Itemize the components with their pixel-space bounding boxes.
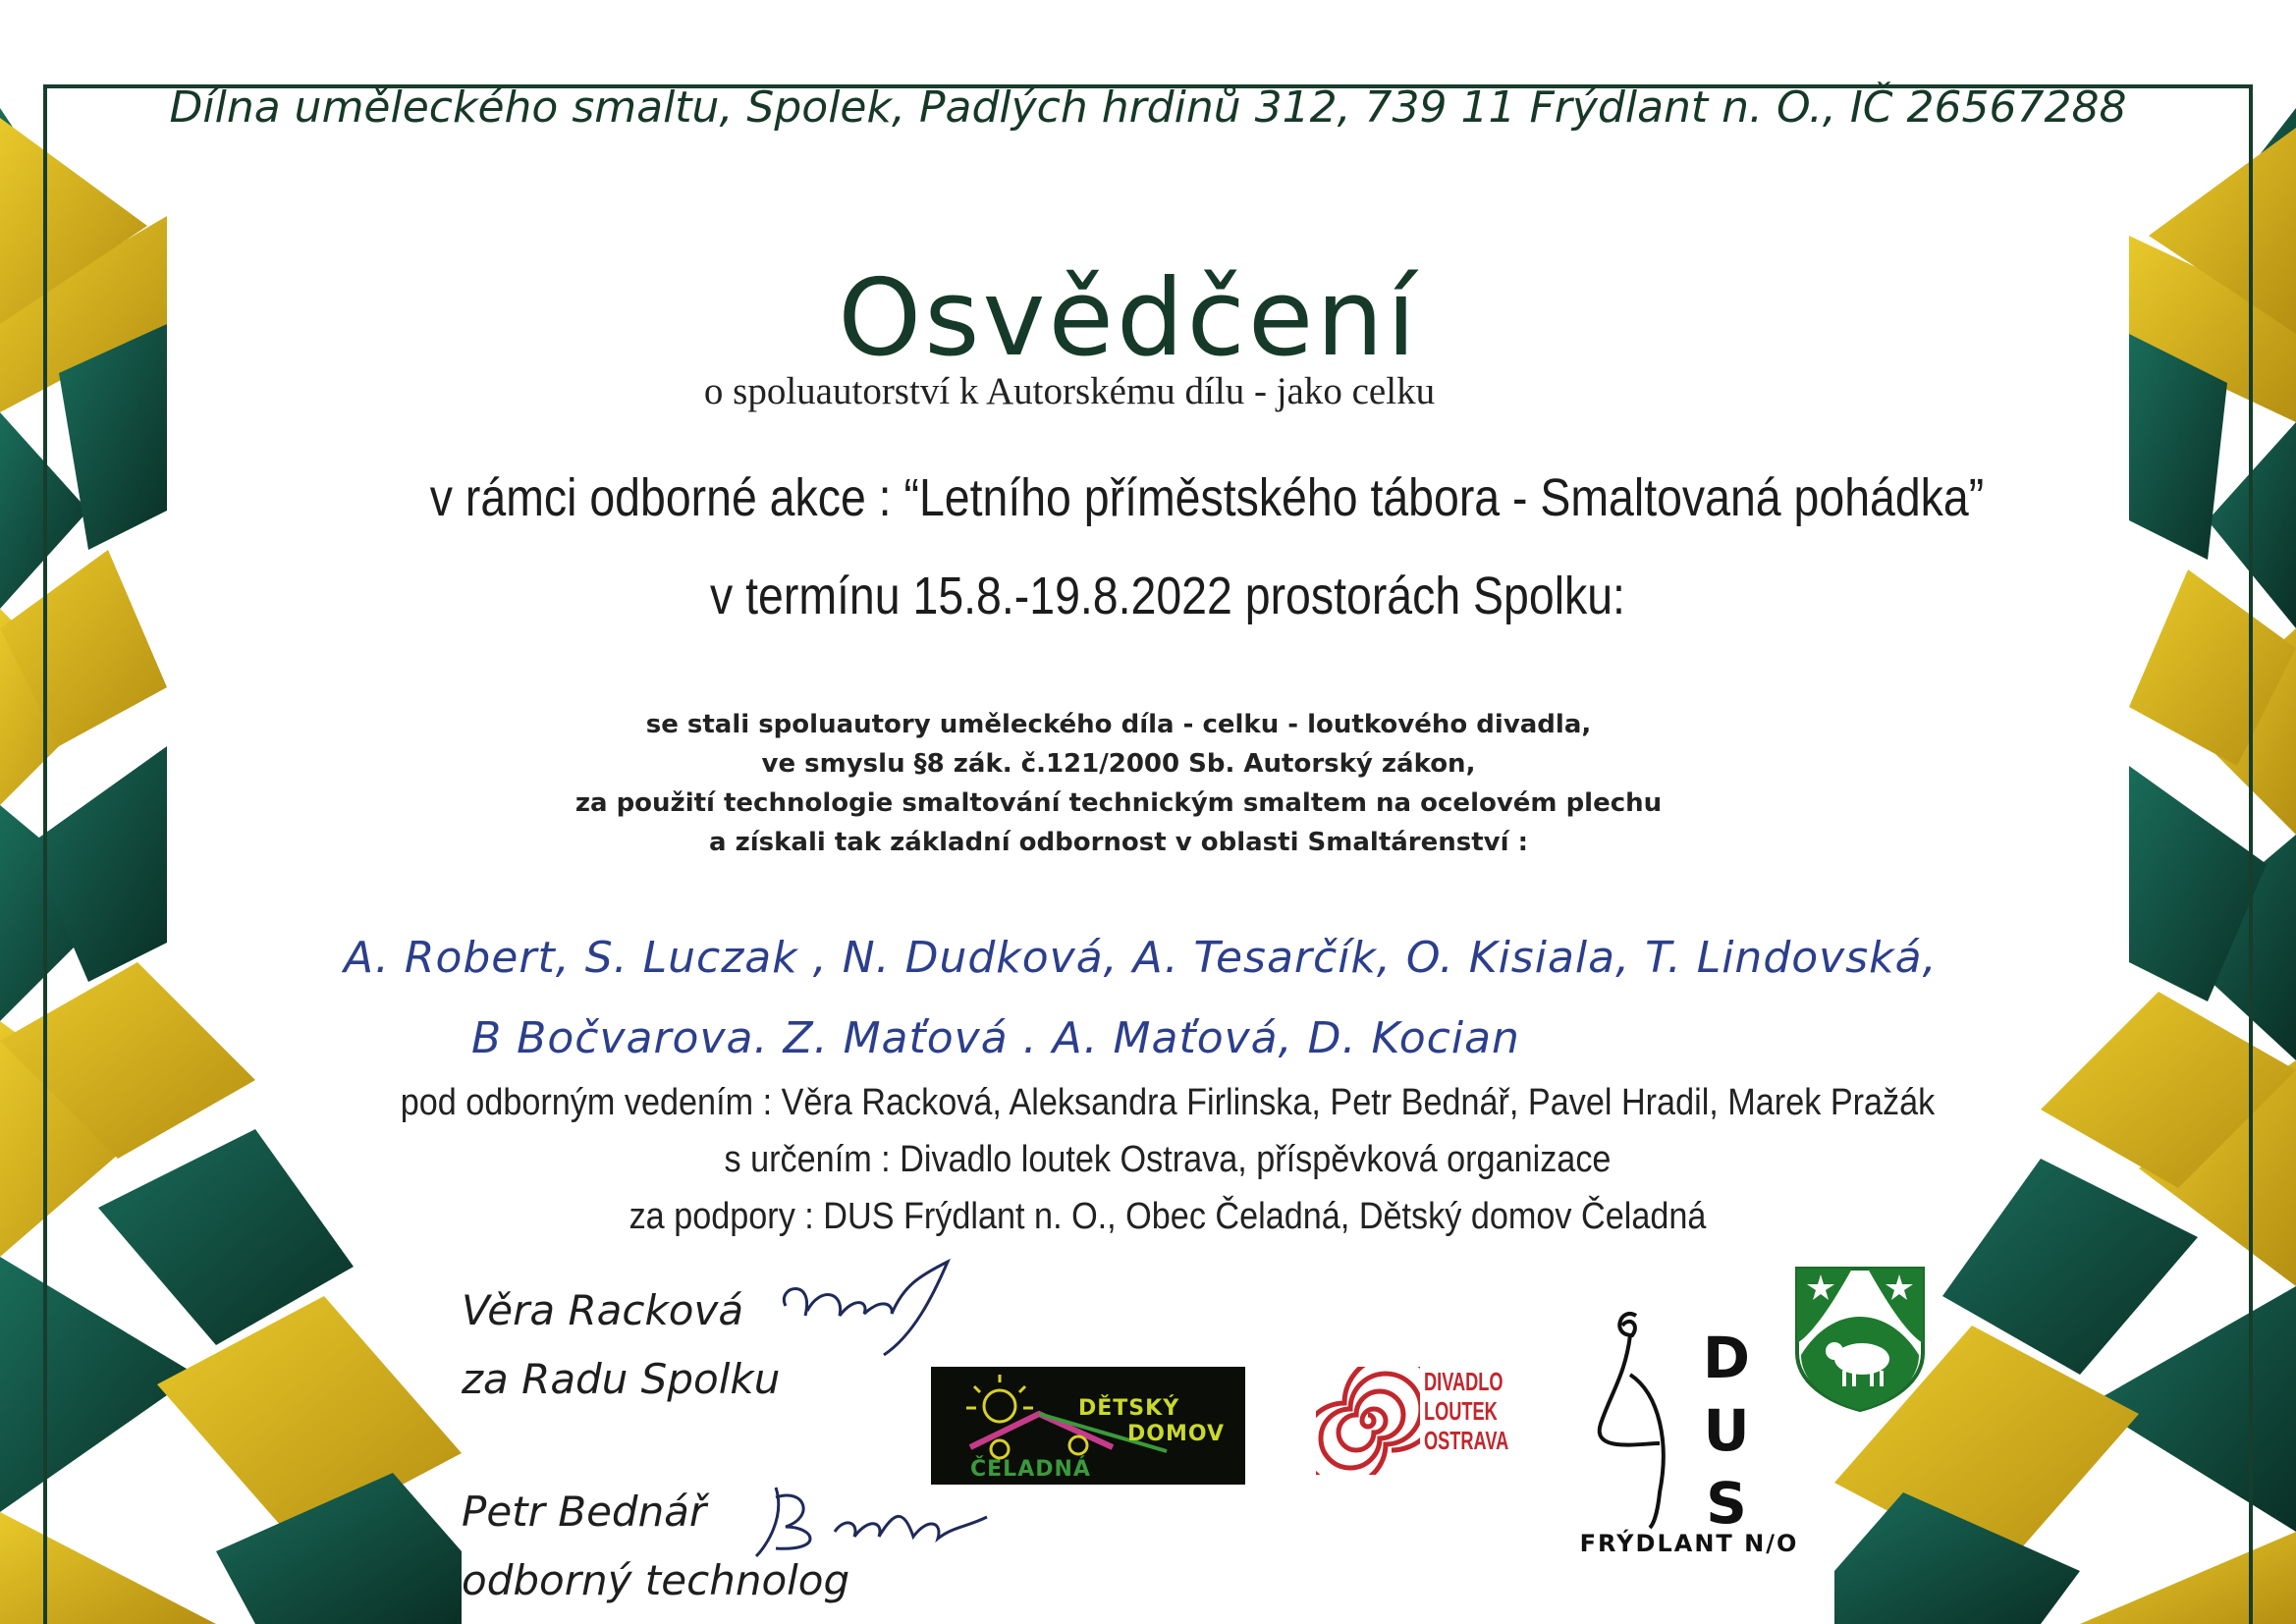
dus-letter: D — [1702, 1325, 1751, 1391]
logo-text — [1424, 1367, 1508, 1455]
signatory-1-name: Věra Racková — [462, 1286, 744, 1334]
participants-line-2: B Bočvarova. Z. Maťová . A. Maťová, D. Kocian — [471, 1013, 1520, 1063]
logo-text-line: LOUTEK — [1424, 1396, 1498, 1426]
logo-text-line: DIVADLO — [1424, 1367, 1503, 1396]
sheep-shield-icon — [1793, 1265, 1927, 1412]
logo-text: DĚTSKÝ — [1078, 1396, 1180, 1421]
issuer-address: Dílna uměleckého smaltu, Spolek, Padlých hrdinů 312, 739 11 Frýdlant n. O., IČ 26567288 — [169, 82, 2127, 133]
signatory-2-name: Petr Bednář — [462, 1488, 707, 1536]
purpose-line: s určením : Divadlo loutek Ostrava, příspěvková organizace — [724, 1139, 1612, 1180]
signature-petr-bednar — [746, 1478, 1021, 1566]
dancer-figure-icon — [1571, 1296, 1699, 1532]
support-line: za podpory : DUS Frýdlant n. O., Obec Čeladná, Dětský domov Čeladná — [629, 1196, 1707, 1237]
term-line: v termínu 15.8.-19.8.2022 prostorách Spolku: — [710, 567, 1625, 625]
paragraph-line: ve smyslu §8 zák. č.121/2000 Sb. Autorský zákon, — [761, 749, 1476, 779]
paragraph-line: a získali tak základní odbornost v oblasti Smaltárenství : — [709, 828, 1528, 857]
dus-letter: S — [1706, 1470, 1747, 1537]
signature-vera-rackova — [746, 1257, 972, 1365]
divadlo-loutek-ostrava-logo — [1316, 1363, 1522, 1490]
certificate-paragraph — [0, 705, 2267, 862]
logo-text: DOMOV — [1127, 1422, 1225, 1446]
certificate-title: Osvědčení — [838, 257, 1419, 380]
dus-letters — [1697, 1322, 1756, 1540]
logo-text-line: OSTRAVA — [1424, 1426, 1509, 1455]
paragraph-line: za použití technologie smaltování technickým smaltem na ocelovém plechu — [574, 788, 1663, 818]
detsky-domov-logo — [931, 1367, 1245, 1485]
certificate-subtitle: o spoluautorství k Autorskému dílu - jako celku — [703, 370, 1436, 412]
logo-text: ČELADNÁ — [970, 1457, 1091, 1482]
event-line: v rámci odborné akce : “Letního příměstského tábora - Smaltovaná pohádka” — [429, 468, 1985, 527]
dus-letter: U — [1703, 1397, 1750, 1464]
participants-line-1: A. Robert, S. Luczak , N. Dudková, A. Tesarčík, O. Kisiala, T. Lindovská, — [344, 933, 1938, 983]
supervision-line: pod odborným vedením : Věra Racková, Aleksandra Firlinska, Petr Bednář, Pavel Hradil, Marek Pražák — [400, 1082, 1936, 1123]
paragraph-line: se stali spoluautory uměleckého díla - celku - loutkového divadla, — [645, 710, 1592, 739]
signatory-1-role: za Radu Spolku — [462, 1355, 781, 1403]
spiral-icon — [1316, 1367, 1420, 1475]
dus-frydlant-logo — [1571, 1296, 1807, 1571]
dus-subtitle: FRÝDLANT N/O — [1579, 1530, 1799, 1557]
signatory-2-role: odborný technolog — [462, 1556, 850, 1604]
